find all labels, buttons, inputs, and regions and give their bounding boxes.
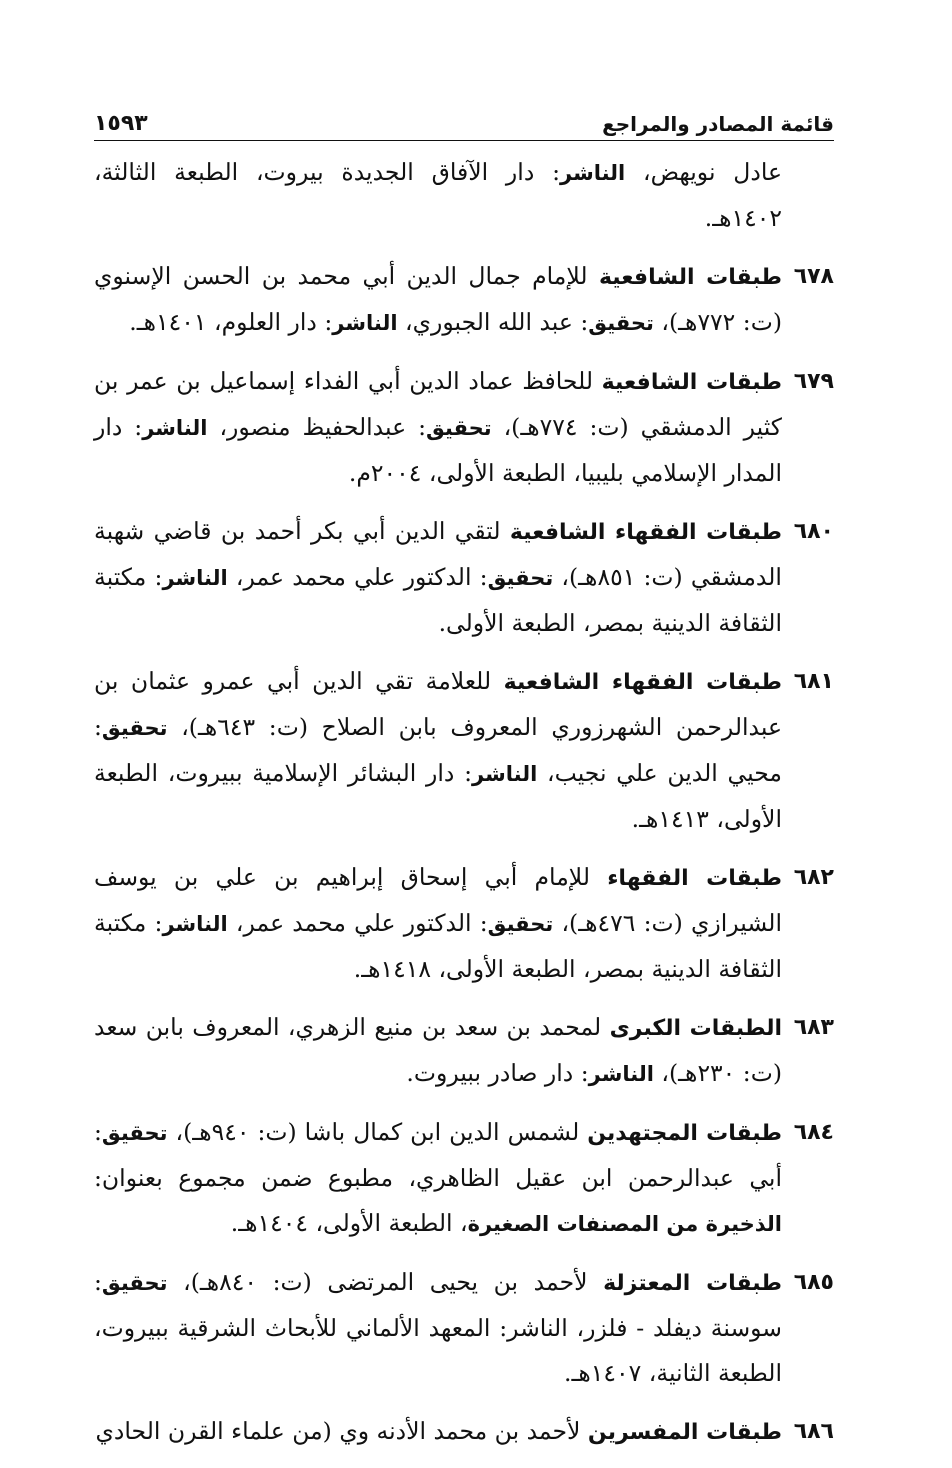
entry-number: ٦٨٣: [793, 1015, 834, 1040]
entry-text: ، الطبعة الأولى، ١٤٠٤هـ.: [230, 1209, 468, 1237]
entry-number: ٦٧٩: [793, 369, 834, 394]
running-title: قائمة المصادر والمراجع: [602, 112, 834, 136]
entry-title: طبقات الشافعية: [598, 265, 782, 290]
entry-number: ٦٨٠: [793, 519, 834, 544]
entry-text: : مكتبة الثقافة الدينية بمصر، الطبعة الأولى، ١٤١٨هـ.: [94, 909, 782, 983]
entry-685: [94, 1260, 834, 1396]
entry-text: : دار المدار الإسلامي بليبيا، الطبعة الأولى، ٢٠٠٤م.: [94, 413, 782, 487]
entry-text: : عبدالحفيظ منصور،: [207, 413, 426, 441]
entry-number: ٦٧٨: [793, 264, 834, 289]
entry-text: لتقي الدين أبي بكر أحمد بن قاضي شهبة الدمشقي (ت: ٨٥١هـ)،: [94, 517, 782, 591]
entry-text: للإمام جمال الدين أبي محمد بن الحسن الإسنوي (ت: ٧٧٢هـ)،: [94, 262, 782, 336]
continued-entry: [94, 150, 834, 241]
entry-text: : محيي الدين علي نجيب،: [94, 713, 782, 787]
entry-text: لمحمد بن سعد بن منيع الزهري، المعروف بابن سعد (ت: ٢٣٠هـ)،: [94, 1013, 782, 1087]
editor-label: تحقيق: [101, 716, 168, 740]
entry-text: للحافظ عماد الدين أبي الفداء إسماعيل بن عمر بن كثير الدمشقي (ت: ٧٧٤هـ)،: [94, 367, 782, 441]
entry-number: ٦٨٤: [793, 1120, 834, 1145]
entry-text: لأحمد بن يحيى المرتضى (ت: ٨٤٠هـ)،: [167, 1268, 604, 1296]
publisher-label: الناشر: [560, 161, 626, 185]
publisher-label: الناشر: [472, 762, 538, 786]
entry-text: لأحمد بن محمد الأدنه وي (من علماء القرن الحادي: [95, 1417, 588, 1445]
entry-681: [94, 659, 834, 842]
entry-text: : دار صادر ببيروت.: [406, 1059, 589, 1087]
entry-678: [94, 254, 834, 346]
entry-text: : دار العلوم، ١٤٠١هـ.: [129, 308, 333, 336]
entry-text: عادل نويهض،: [625, 158, 783, 186]
entry-text: : دار البشائر الإسلامية ببيروت، الطبعة الأولى، ١٤١٣هـ.: [94, 759, 782, 833]
editor-label: تحقيق: [487, 912, 554, 936]
editor-label: تحقيق: [101, 1121, 168, 1145]
entry-number: ٦٨٦: [793, 1419, 834, 1444]
entry-text: للعلامة تقي الدين أبي عمرو عثمان بن عبدالرحمن الشهرزوري المعروف بابن الصلاح (ت: ٦٤٣هـ)،: [94, 667, 782, 741]
entry-text: : سوسنة ديفلد - فلزر، الناشر: المعهد الألماني للأبحاث الشرقية ببيروت، الطبعة الثانية، ١٤٠٧هـ.: [94, 1268, 782, 1387]
entry-680: [94, 509, 834, 646]
entry-text: : أبي عبدالرحمن ابن عقيل الظاهري، مطبوع ضمن مجموع بعنوان:: [94, 1118, 782, 1192]
entry-683: [94, 1005, 834, 1097]
entry-title: طبقات المجتهدين: [587, 1121, 782, 1146]
publisher-label: الناشر: [162, 912, 228, 936]
editor-label: تحقيق: [588, 311, 654, 335]
page-number: ١٥٩٣: [94, 111, 148, 136]
bibliography-list: [94, 150, 834, 1468]
entry-title: طبقات الفقهاء: [607, 866, 782, 891]
editor-label: تحقيق: [101, 1271, 168, 1295]
entry-number: ٦٨٥: [793, 1270, 834, 1295]
entry-684: [94, 1110, 834, 1247]
entry-text: لشمس الدين ابن كمال باشا (ت: ٩٤٠هـ)،: [167, 1118, 588, 1146]
publisher-label: الناشر: [332, 311, 398, 335]
entry-title: طبقات المفسرين: [587, 1420, 782, 1445]
entry-title: طبقات الفقهاء الشافعية: [509, 520, 782, 545]
entry-text: : الدكتور علي محمد عمر،: [227, 909, 488, 937]
entry-text: : مكتبة الثقافة الدينية بمصر، الطبعة الأولى.: [94, 563, 782, 637]
entry-title: طبقات الفقهاء الشافعية: [503, 670, 782, 695]
entry-686: [94, 1409, 834, 1455]
editor-label: تحقيق: [487, 566, 554, 590]
page-header: [94, 96, 834, 141]
collection-title: الذخيرة من المصنفات الصغيرة: [467, 1212, 782, 1236]
entry-text: : عبد الله الجبوري،: [397, 308, 589, 336]
publisher-label: الناشر: [142, 416, 208, 440]
entry-title: طبقات الشافعية: [601, 370, 782, 395]
entry-text: : دار الآفاق الجديدة بيروت، الطبعة الثالثة، ١٤٠٢هـ.: [94, 158, 782, 232]
entry-number: ٦٨١: [793, 669, 834, 694]
publisher-label: الناشر: [588, 1062, 654, 1086]
entry-title: الطبقات الكبرى: [609, 1016, 783, 1041]
entry-title: طبقات المعتزلة: [603, 1271, 782, 1296]
entry-679: [94, 359, 834, 496]
entry-text: : الدكتور علي محمد عمر،: [227, 563, 488, 591]
entry-682: [94, 855, 834, 992]
entry-text: للإمام أبي إسحاق إبراهيم بن علي بن يوسف الشيرازي (ت: ٤٧٦هـ)،: [94, 863, 782, 937]
publisher-label: الناشر: [162, 566, 228, 590]
editor-label: تحقيق: [426, 416, 492, 440]
entry-number: ٦٨٢: [793, 865, 834, 890]
